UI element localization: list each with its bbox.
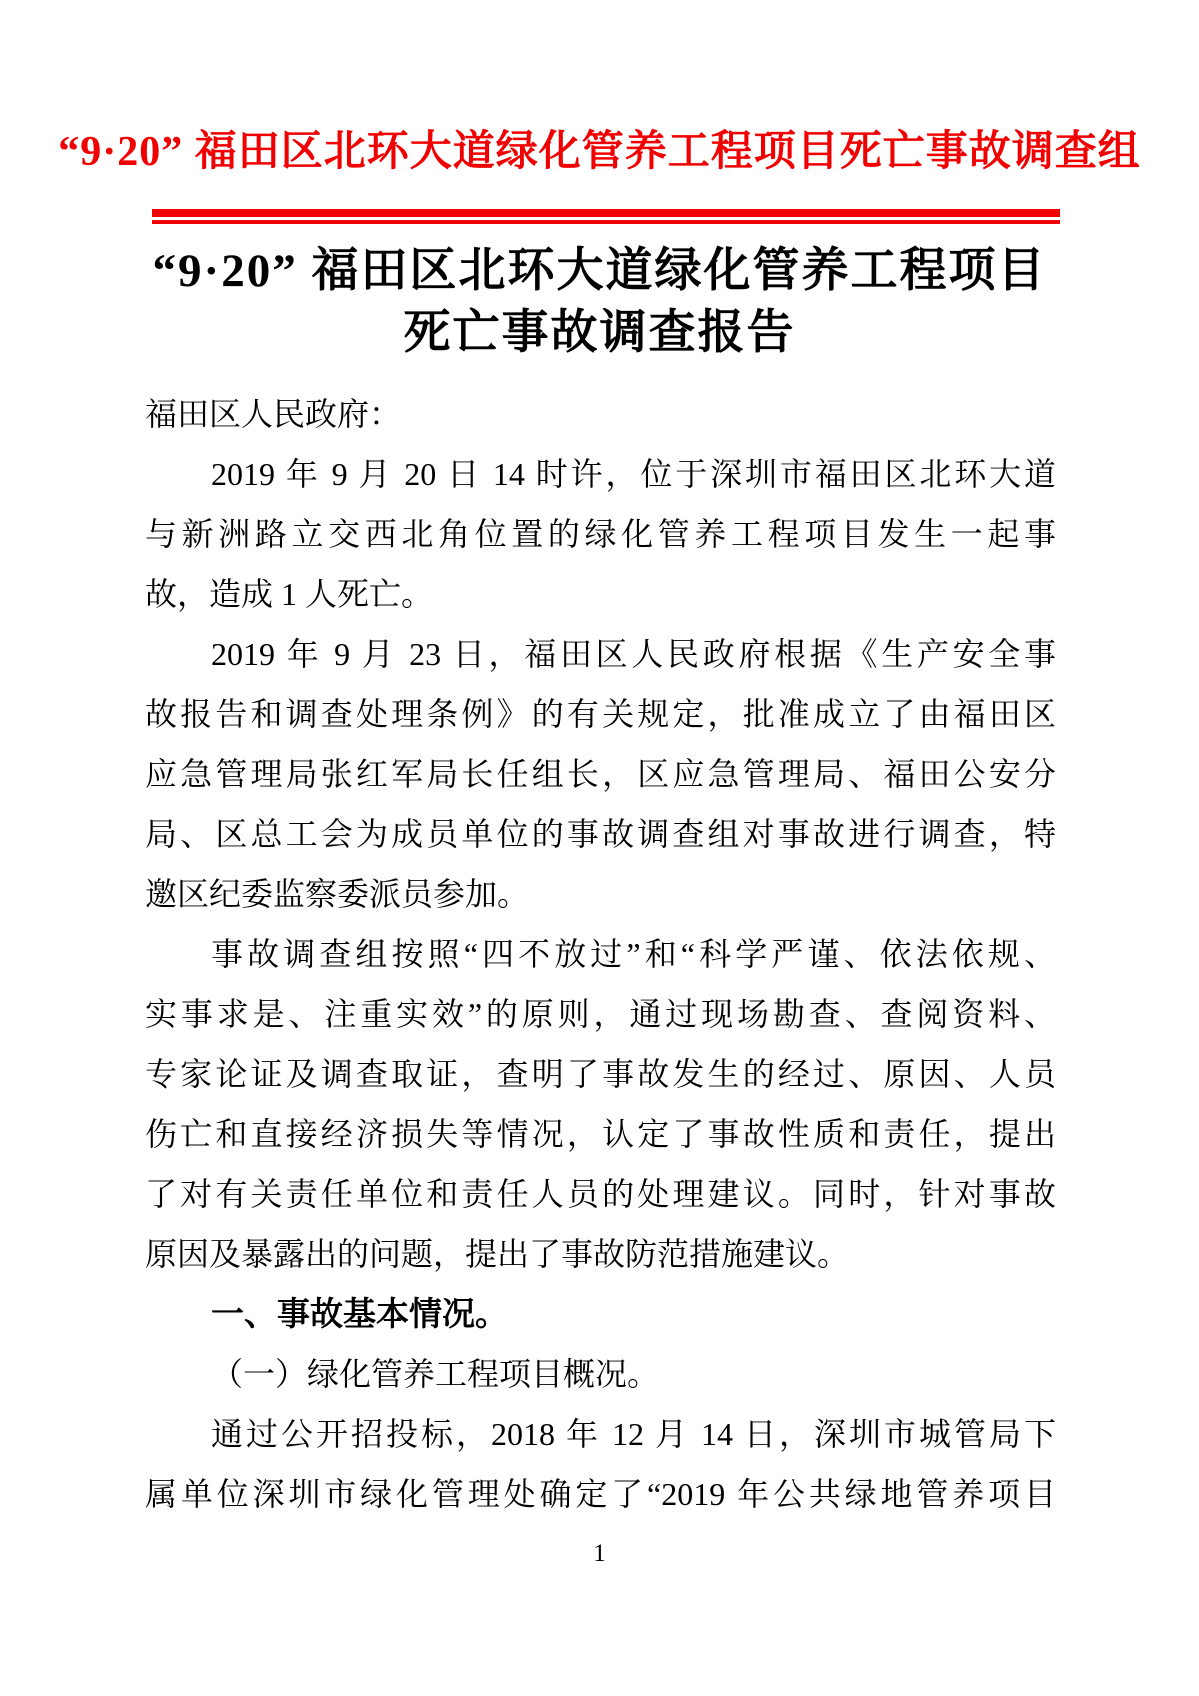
body-line: 故，造成 1 人死亡。: [145, 576, 434, 612]
rule-thick-line: [152, 209, 1060, 217]
body-line: （一）绿化管养工程项目概况。: [211, 1356, 660, 1392]
body-line: 福田区人民政府：: [145, 396, 402, 432]
body-line: 邀区纪委监察委派员参加。: [145, 876, 530, 912]
body-line: 通过公开招投标，2018 年 12 月 14 日，深圳市城管局下: [211, 1416, 1056, 1452]
rule-thin-line: [152, 220, 1060, 224]
body-line: 专家论证及调查取证，查明了事故发生的经过、原因、人员: [145, 1056, 1056, 1092]
report-title-line1: “9·20” 福田区北环大道绿化管养工程项目: [152, 245, 1047, 297]
body-line: 原因及暴露出的问题，提出了事故防范措施建议。: [145, 1236, 850, 1272]
page-footer: [0, 1540, 1199, 1568]
body-line: 属单位深圳市绿化管理处确定了“2019 年公共绿地管养项目: [145, 1476, 1056, 1512]
header-double-rule: [152, 209, 1060, 224]
page-number: 1: [593, 1540, 606, 1567]
document-header-org-line: “9·20” 福田区北环大道绿化管养工程项目死亡事故调查组: [58, 129, 1141, 175]
report-title: [0, 240, 1199, 364]
body-line: 2019 年 9 月 20 日 14 时许，位于深圳市福田区北环大道: [211, 456, 1056, 492]
body-line: 2019 年 9 月 23 日，福田区人民政府根据《生产安全事: [211, 636, 1056, 672]
body-line: 实事求是、注重实效”的原则，通过现场勘查、查阅资料、: [145, 996, 1056, 1032]
body-line: 伤亡和直接经济损失等情况，认定了事故性质和责任，提出: [145, 1116, 1056, 1152]
report-title-line2: 死亡事故调查报告: [403, 307, 796, 359]
report-body: [145, 384, 1056, 1524]
body-line: 事故调查组按照“四不放过”和“科学严谨、依法依规、: [211, 936, 1056, 972]
body-line: 了对有关责任单位和责任人员的处理建议。同时，针对事故: [145, 1176, 1056, 1212]
body-line: 局、区总工会为成员单位的事故调查组对事故进行调查，特: [145, 816, 1056, 852]
body-line: 故报告和调查处理条例》的有关规定，批准成立了由福田区: [145, 696, 1056, 732]
section-heading: 一、事故基本情况。: [211, 1295, 508, 1332]
body-line: 与新洲路立交西北角位置的绿化管养工程项目发生一起事: [145, 516, 1056, 552]
body-line: 应急管理局张红军局长任组长，区应急管理局、福田公安分: [145, 756, 1056, 792]
